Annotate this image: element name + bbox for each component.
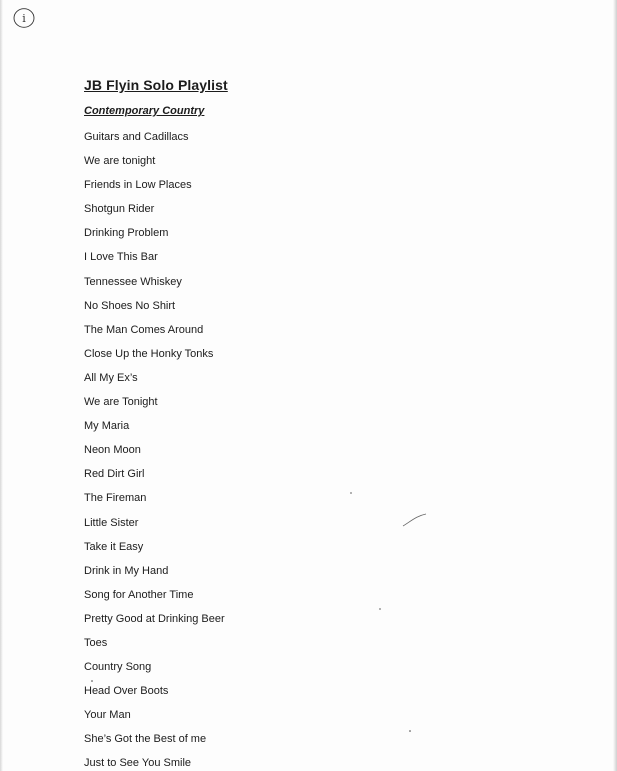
song-item: Little Sister	[84, 516, 139, 529]
scan-edge-left	[0, 0, 3, 771]
stray-pen-mark	[400, 510, 430, 530]
scan-speck	[379, 608, 381, 610]
scan-speck	[91, 680, 93, 682]
song-item: Drinking Problem	[84, 227, 169, 240]
playlist-title: JB Flyin Solo Playlist	[84, 77, 228, 93]
song-item: Head Over Boots	[84, 685, 169, 698]
song-item: The Fireman	[84, 492, 147, 505]
scan-speck	[350, 492, 352, 494]
song-item: Guitars and Cadillacs	[84, 131, 189, 143]
scan-edge-right	[613, 0, 617, 771]
song-item: Tennessee Whiskey	[84, 275, 182, 288]
song-item: No Shoes No Shirt	[84, 299, 176, 312]
section-heading: Contemporary Country	[84, 105, 205, 117]
song-item: The Man Comes Around	[84, 323, 204, 336]
song-item: Friends in Low Places	[84, 179, 192, 192]
song-item: Song for Another Time	[84, 588, 194, 601]
song-item: Toes	[84, 636, 108, 649]
song-item: Pretty Good at Drinking Beer	[84, 612, 225, 625]
song-item: Shotgun Rider	[84, 203, 155, 216]
song-item: Take it Easy	[84, 540, 144, 553]
song-item: We are tonight	[84, 155, 156, 168]
song-item: My Maria	[84, 420, 130, 433]
song-item: All My Ex’s	[84, 371, 138, 384]
song-item: We are Tonight	[84, 396, 158, 409]
song-item: She’s Got the Best of me	[84, 733, 207, 746]
page-number-text: i	[22, 12, 26, 25]
song-item: I Love This Bar	[84, 251, 158, 264]
song-item: Close Up the Honky Tonks	[84, 347, 214, 360]
song-list	[84, 127, 225, 771]
circled-page-number	[12, 7, 36, 29]
song-item: Just to See You Smile	[84, 757, 192, 770]
scan-speck	[409, 730, 411, 732]
song-item: Country Song	[84, 661, 152, 674]
song-item: Your Man	[84, 709, 131, 722]
song-item: Drink in My Hand	[84, 564, 169, 577]
song-item: Neon Moon	[84, 444, 141, 457]
song-item: Red Dirt Girl	[84, 468, 145, 481]
